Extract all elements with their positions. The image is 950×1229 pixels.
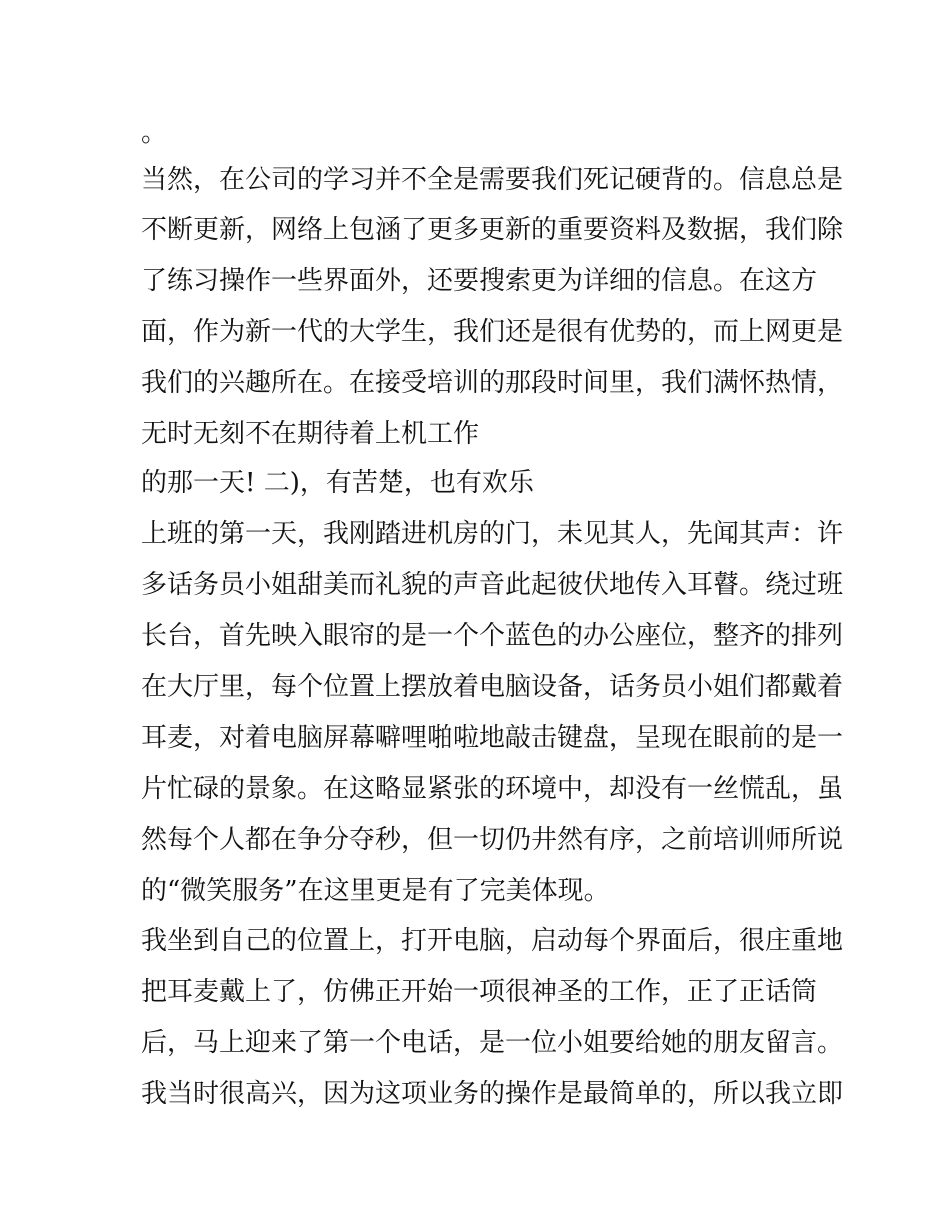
text-line: 我当时很高兴，因为这项业务的操作是最简单的，所以我立即 [141,1079,844,1109]
text-line: 在大厅里，每个位置上摆放着电脑设备，话务员小姐们都戴着 [141,672,844,702]
text-line: 当然，在公司的学习并不全是需要我们死记硬背的。信息总是 [141,165,844,195]
text-line: 面，作为新一代的大学生，我们还是很有优势的，而上网更是 [141,317,844,347]
text-line: 的那一天! 二)，有苦楚，也有欢乐 [141,468,534,498]
text-line: 然每个人都在争分夺秒，但一切仍井然有序，之前培训师所说 [141,825,844,855]
text-line: 。 [141,118,168,148]
text-line: 耳麦，对着电脑屏幕噼哩啪啦地敲击键盘，呈现在眼前的是一 [141,723,844,753]
text-line: 片忙碌的景象。在这略显紧张的环境中，却没有一丝慌乱，虽 [141,774,844,804]
text-line: 上班的第一天，我刚踏进机房的门，未见其人，先闻其声：许 [141,519,844,549]
text-line: 了练习操作一些界面外，还要搜索更为详细的信息。在这方 [141,266,818,296]
text-line: 长台，首先映入眼帘的是一个个蓝色的办公座位，整齐的排列 [141,621,844,651]
text-line: 的“微笑服务”在这里更是有了完美体现。 [141,876,610,906]
text-line: 我坐到自己的位置上，打开电脑，启动每个界面后，很庄重地 [141,926,844,956]
text-line: 把耳麦戴上了，仿佛正开始一项很神圣的工作，正了正话筒 [141,977,818,1007]
text-line: 后，马上迎来了第一个电话，是一位小姐要给她的朋友留言。 [141,1028,844,1058]
text-line: 不断更新，网络上包涵了更多更新的重要资料及数据，我们除 [141,215,844,245]
text-line: 多话务员小姐甜美而礼貌的声音此起彼伏地传入耳瞽。绕过班 [141,570,844,600]
text-line: 我们的兴趣所在。在接受培训的那段时间里，我们满怀热情， [141,368,844,398]
text-line: 无时无刻不在期待着上机工作 [141,419,480,449]
